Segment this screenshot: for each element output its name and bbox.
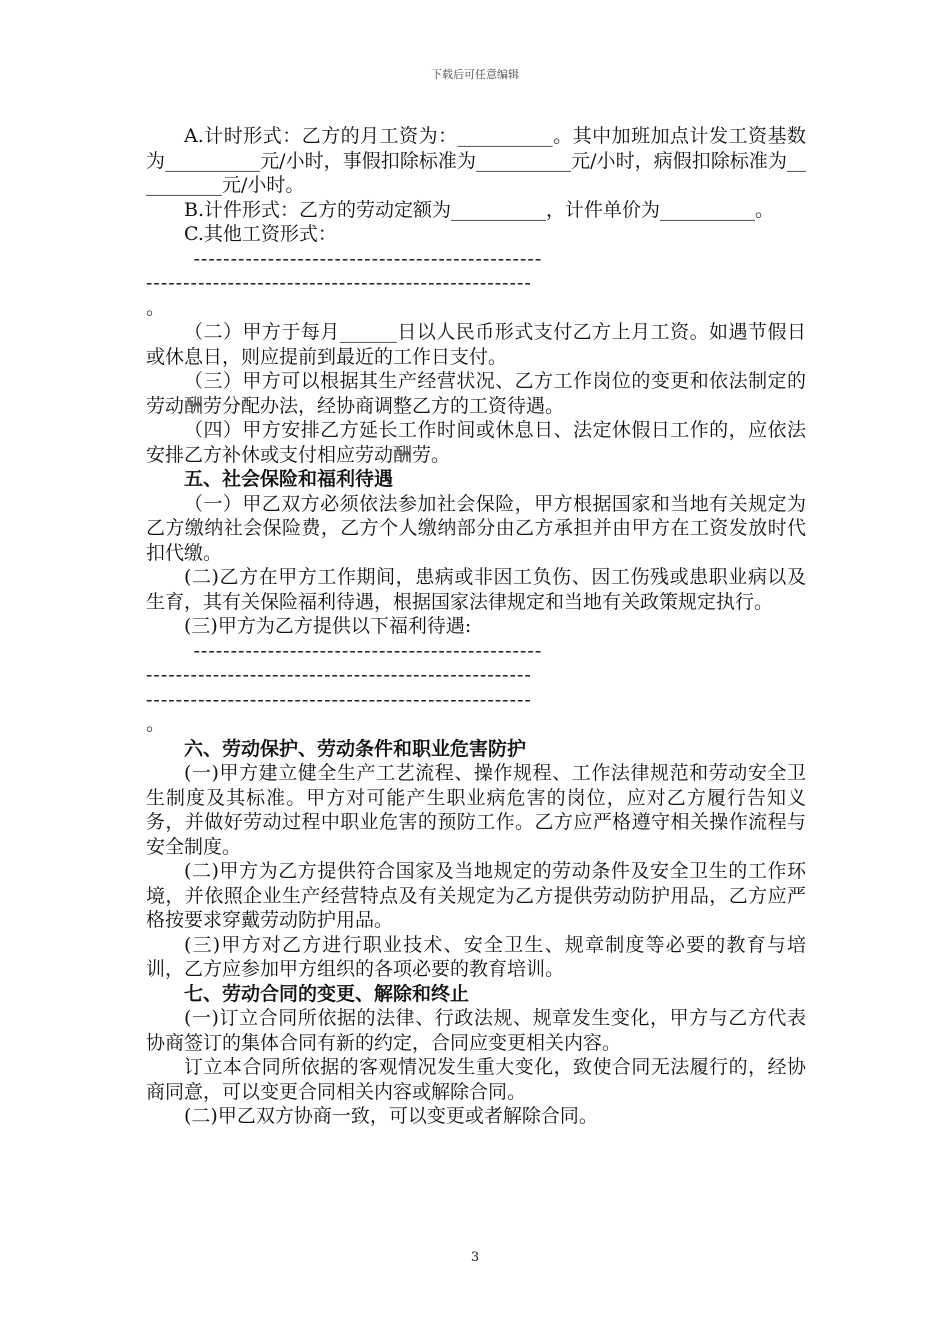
paragraph-mutual-agreement: (二)甲乙双方协商一致，可以变更或者解除合同。	[184, 1105, 598, 1127]
section-heading-insurance: 五、社会保险和福利待遇	[184, 468, 394, 490]
paragraph-welfare: (三)甲方为乙方提供以下福利待遇:	[184, 615, 472, 637]
paragraph-working-conditions: (二)甲方为乙方提供符合国家及当地规定的劳动条件及安全卫生的工作环境，并依照企业生产经营特点及有关规定为乙方提供劳动防护用品，乙方应严格按要求穿戴劳动防护用品。	[146, 860, 806, 931]
page-number: 3	[470, 1250, 480, 1265]
paragraph-law-change: (一)订立合同所依据的法律、行政法规、规章发生变化，甲方与乙方代表协商签订的集体合同有新的约定，合同应变更相关内容。	[146, 1007, 806, 1054]
paragraph-insurance-benefits: (二)乙方在甲方工作期间，患病或非因工负伤、因工伤残或患职业病以及生育，其有关保险福利待遇，根据国家法律规定和当地有关政策规定执行。	[146, 566, 806, 613]
blank-line: ----------------------------------------------------	[146, 688, 532, 711]
paragraph-wage-piece: B.计件形式：乙方的劳动定额为__________，计件单价为__________。	[184, 198, 775, 221]
blank-line-end: 。	[146, 296, 166, 319]
blank-line: -----------------------------------------------	[193, 247, 543, 270]
paragraph-wage-hourly: A.计时形式：乙方的月工资为：__________。其中加班加点计发工资基数为__________元/小时，事假扣除标准为__________元/小时，病假扣除标准为__________元/小时。	[146, 125, 806, 196]
paragraph-wage-adjust: （三）甲方可以根据其生产经营状况、乙方工作岗位的变更和依法制定的劳动酬劳分配办法，经协商调整乙方的工资待遇。	[146, 370, 806, 417]
document-body	[146, 124, 806, 1129]
blank-line-end: 。	[146, 713, 166, 735]
paragraph-circumstance-change: 订立本合同所依据的客观情况发生重大变化，致使合同无法履行的，经协商同意，可以变更合同相关内容或解除合同。	[146, 1056, 806, 1103]
paragraph-overtime: （四）甲方安排乙方延长工作时间或休息日、法定休假日工作的，应依法安排乙方补休或支付相应劳动酬劳。	[146, 419, 806, 466]
blank-line: ----------------------------------------------------	[146, 272, 532, 294]
section-heading-protection: 六、劳动保护、劳动条件和职业危害防护	[184, 737, 527, 760]
paragraph-training: (三)甲方对乙方进行职业技术、安全卫生、规章制度等必要的教育与培训，乙方应参加甲方组织的各项必要的教育培训。	[146, 933, 806, 980]
page-header: 下载后可任意编辑	[431, 68, 519, 81]
paragraph-wage-other: C.其他工资形式：	[184, 223, 337, 245]
paragraph-safety-rules: (一)甲方建立健全生产工艺流程、操作规程、工作法律规范和劳动安全卫生制度及其标准。甲方对可能产生职业病危害的岗位，应对乙方履行告知义务，并做好劳动过程中职业危害的预防工作。乙方应严格遵守相关操作流程与安全制度。	[146, 762, 806, 858]
blank-line: -----------------------------------------------	[193, 639, 543, 662]
section-heading-contract-change: 七、劳动合同的变更、解除和终止	[184, 982, 470, 1005]
paragraph-social-insurance: （一）甲乙双方必须依法参加社会保险，甲方根据国家和当地有关规定为乙方缴纳社会保险费，乙方个人缴纳部分由乙方承担并由甲方在工资发放时代扣代缴。	[146, 492, 806, 564]
paragraph-pay-date: （二）甲方于每月______日以人民币形式支付乙方上月工资。如遇节假日或休息日，则应提前到最近的工作日支付。	[146, 321, 806, 368]
blank-line: ----------------------------------------------------	[146, 664, 532, 686]
